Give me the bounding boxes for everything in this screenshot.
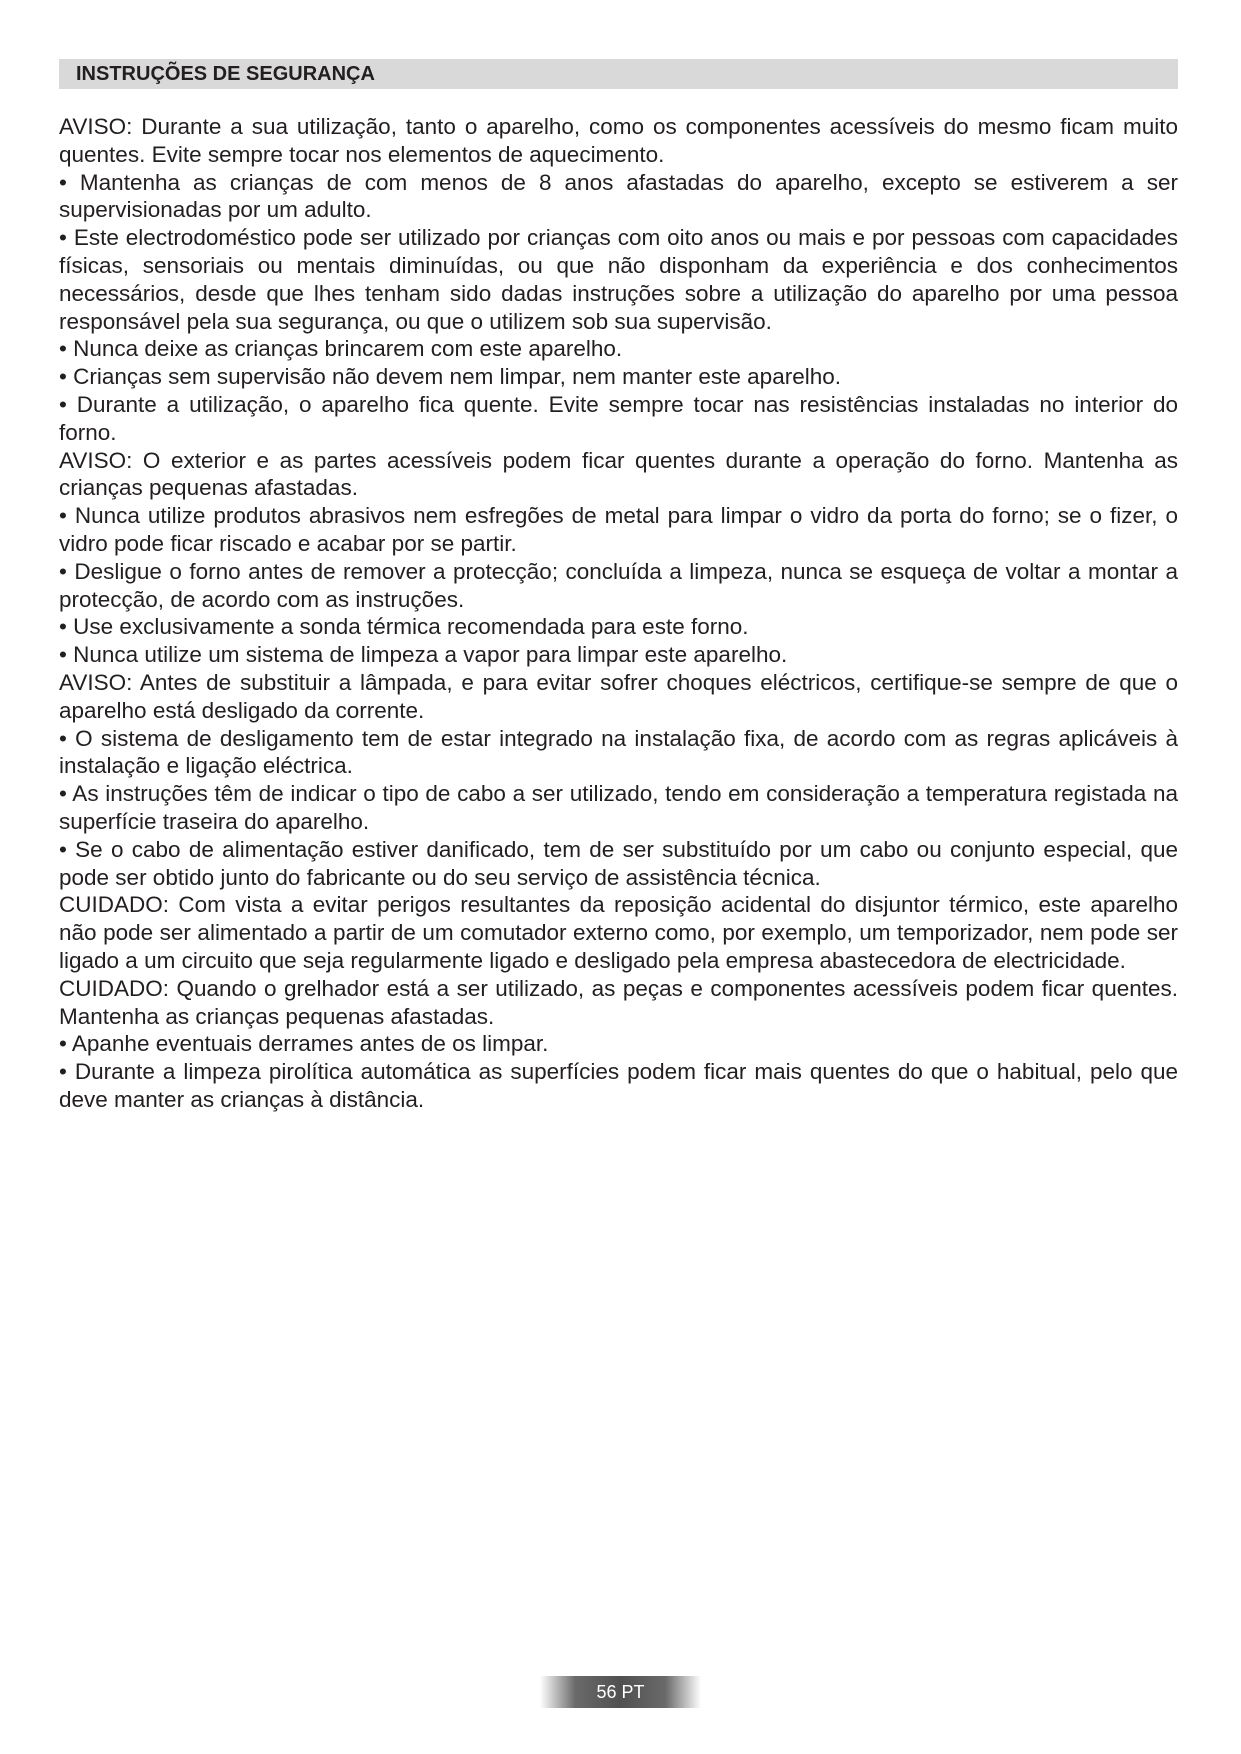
bullet-item: • Desligue o forno antes de remover a protecção; concluída a limpeza, nunca se esqueça de voltar a montar a protecção, de acordo com as instruções.	[59, 558, 1178, 612]
bullet-item: • Apanhe eventuais derrames antes de os limpar.	[59, 1031, 549, 1057]
bullet-item: • Durante a limpeza pirolítica automática as superfícies podem ficar mais quentes do que o habitual, pelo que deve manter as crianças à distância.	[59, 1059, 1178, 1112]
page-number: 56 PT	[540, 1676, 701, 1708]
caution-paragraph: CUIDADO: Com vista a evitar perigos resultantes da reposição acidental do disjuntor térmico, este aparelho não pode ser alimentado a partir de um comutador externo como, por exemplo, um temporizador, nem pode ser ligado a um circuito que seja regularmente ligado e desligado pela empresa abastecedora de electricidade.	[59, 892, 1178, 973]
safety-instructions-body	[59, 113, 1178, 1114]
bullet-item: • Crianças sem supervisão não devem nem limpar, nem manter este aparelho.	[59, 364, 841, 390]
bullet-item: • As instruções têm de indicar o tipo de cabo a ser utilizado, tendo em consideração a temperatura registada na superfície traseira do aparelho.	[59, 781, 1178, 834]
bullet-item: • Nunca utilize produtos abrasivos nem esfregões de metal para limpar o vidro da porta do forno; se o fizer, o vidro pode ficar riscado e acabar por se partir.	[59, 503, 1178, 556]
bullet-item: • Se o cabo de alimentação estiver danificado, tem de ser substituído por um cabo ou conjunto especial, que pode ser obtido junto do fabricante ou do seu serviço de assistência técnica.	[59, 836, 1178, 890]
warning-paragraph: AVISO: Durante a sua utilização, tanto o aparelho, como os componentes acessíveis do mesmo ficam muito quentes. Evite sempre tocar nos elementos de aquecimento.	[59, 114, 1178, 167]
bullet-item: • O sistema de desligamento tem de estar integrado na instalação fixa, de acordo com as regras aplicáveis à instalação e ligação eléctrica.	[59, 725, 1178, 779]
caution-paragraph: CUIDADO: Quando o grelhador está a ser utilizado, as peças e componentes acessíveis podem ficar quentes. Mantenha as crianças pequenas afastadas.	[59, 975, 1178, 1029]
bullet-item: • Nunca deixe as crianças brincarem com este aparelho.	[59, 336, 623, 362]
bullet-item: • Este electrodoméstico pode ser utilizado por crianças com oito anos ou mais e por pessoas com capacidades físicas, sensoriais ou mentais diminuídas, ou que não disponham da experiência e dos conhecimentos necessários, desde que lhes tenham sido dadas instruções sobre a utilização do aparelho por uma pessoa responsável pela sua segurança, ou que o utilizem sob sua supervisão.	[59, 225, 1178, 334]
warning-paragraph: AVISO: O exterior e as partes acessíveis podem ficar quentes durante a operação do forno. Mantenha as crianças pequenas afastadas.	[59, 447, 1178, 501]
bullet-item: • Durante a utilização, o aparelho fica quente. Evite sempre tocar nas resistências instaladas no interior do forno.	[59, 391, 1178, 445]
bullet-item: • Mantenha as crianças de com menos de 8 anos afastadas do aparelho, excepto se estiverem a ser supervisionadas por um adulto.	[59, 169, 1178, 223]
section-title: INSTRUÇÕES DE SEGURANÇA	[59, 59, 1178, 89]
warning-paragraph: AVISO: Antes de substituir a lâmpada, e para evitar sofrer choques eléctricos, certifique-se sempre de que o aparelho está desligado da corrente.	[59, 669, 1178, 723]
bullet-item: • Use exclusivamente a sonda térmica recomendada para este forno.	[59, 614, 749, 640]
bullet-item: • Nunca utilize um sistema de limpeza a vapor para limpar este aparelho.	[59, 642, 788, 668]
